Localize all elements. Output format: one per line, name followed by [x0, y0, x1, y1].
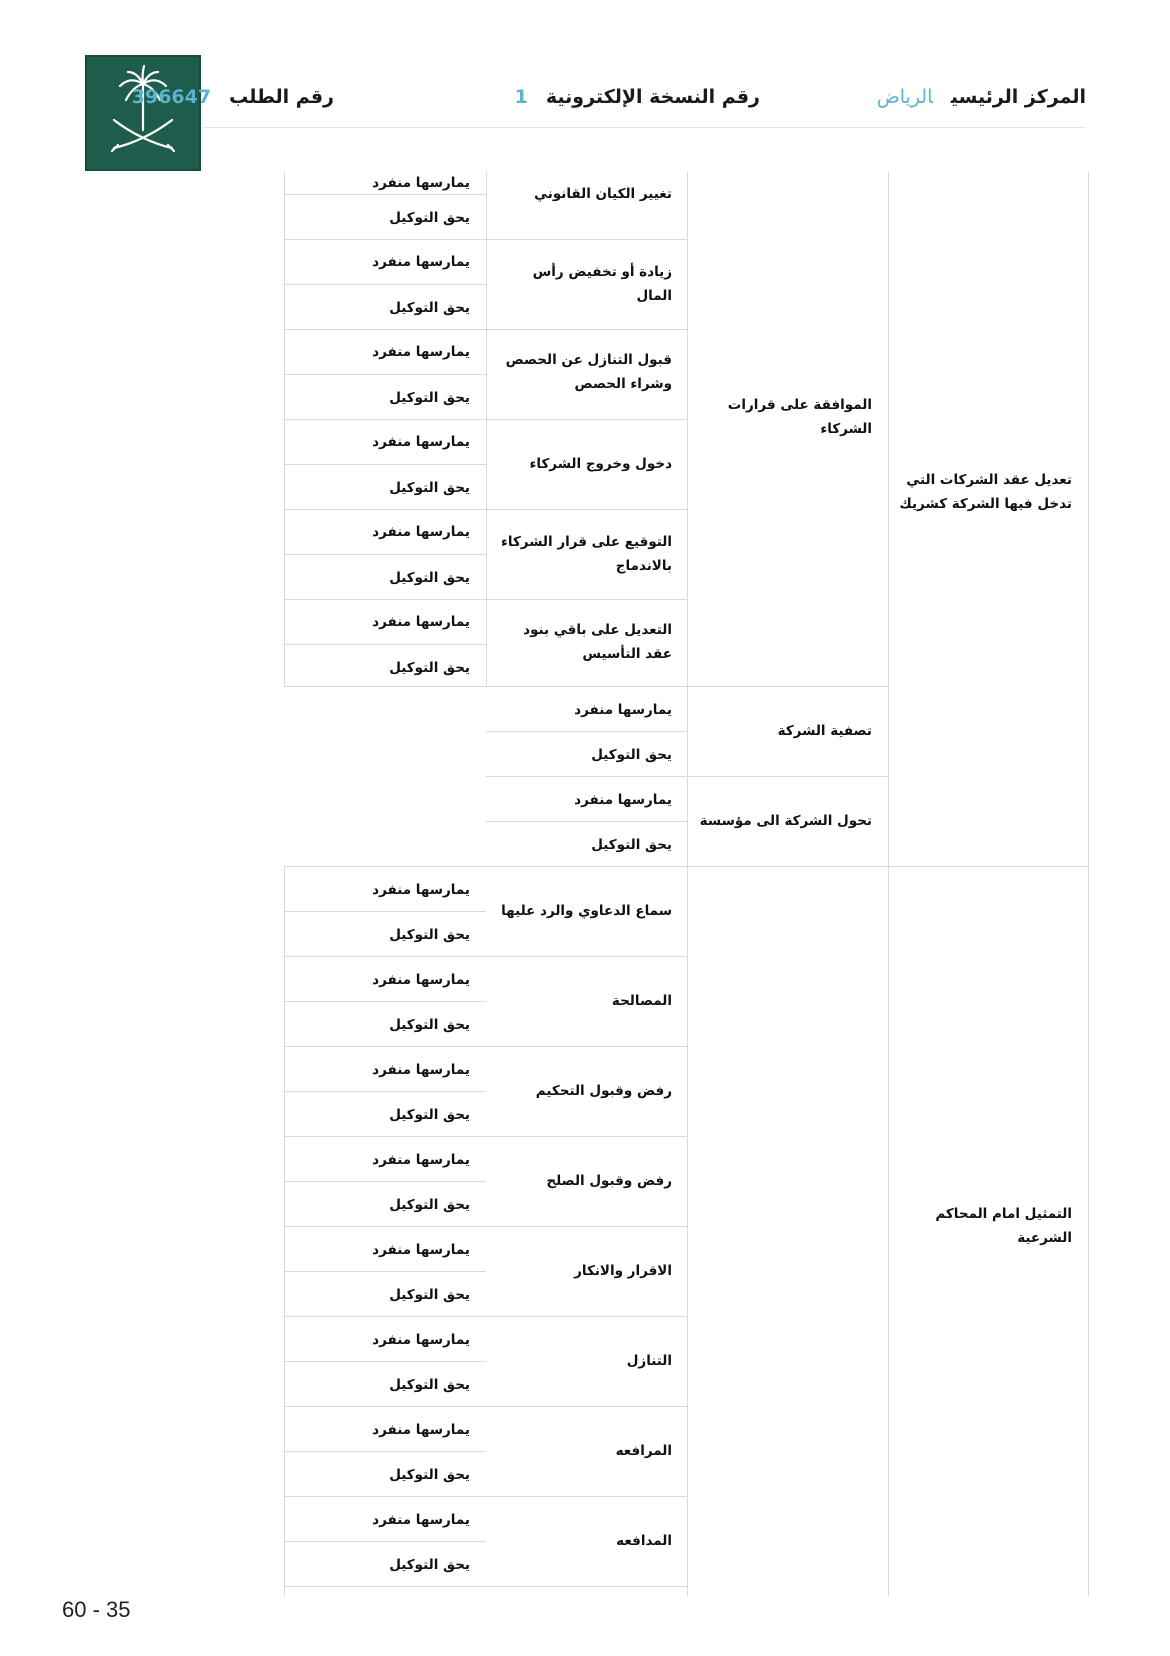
- grid-line: [284, 329, 687, 330]
- item-name: المدافعه: [616, 1533, 672, 1549]
- grid-line: [284, 1091, 486, 1092]
- copy-number-value: 1: [514, 86, 528, 108]
- grid-line: [284, 599, 687, 600]
- grid-line: [284, 1046, 687, 1047]
- grid-line: [284, 1451, 486, 1452]
- item-name: التعديل على باقي بنود عقد التأسيس: [523, 622, 672, 662]
- grid-line: [284, 1226, 687, 1227]
- grid-line: [486, 731, 687, 732]
- page-number: 60 - 35: [62, 1597, 131, 1622]
- group-title: التمثيل امام المحاكم الشرعية: [935, 1206, 1072, 1246]
- center-field: [877, 86, 1086, 108]
- request-number-value: 396647: [131, 86, 212, 108]
- grid-line: [486, 776, 888, 777]
- option-delegation: يحق التوكيل: [389, 1287, 470, 1303]
- item-name: رفض وقبول الصلح: [546, 1173, 672, 1189]
- grid-line: [284, 866, 285, 1596]
- option-delegation: يحق التوكيل: [591, 837, 672, 853]
- option-exclusive: يمارسها منفرد: [372, 1332, 470, 1348]
- center-value: الرياض: [876, 86, 933, 108]
- grid-line: [284, 1001, 486, 1002]
- grid-line: [284, 419, 687, 420]
- option-delegation: يحق التوكيل: [389, 1377, 470, 1393]
- item-name: رفض وقبول التحكيم: [535, 1083, 672, 1099]
- grid-line: [284, 1316, 687, 1317]
- grid-line: [284, 1406, 687, 1407]
- option-exclusive: يمارسها منفرد: [372, 972, 470, 988]
- option-exclusive: يمارسها منفرد: [372, 882, 470, 898]
- option-delegation: يحق التوكيل: [389, 1557, 470, 1573]
- grid-line: [284, 554, 486, 555]
- grid-line: [284, 866, 1089, 867]
- option-exclusive: يمارسها منفرد: [372, 524, 470, 540]
- grid-line: [284, 284, 486, 285]
- grid-line: [284, 239, 687, 240]
- center-label: المركز الرئيسي: [950, 86, 1086, 108]
- subgroup-title: الموافقة على قرارات الشركاء: [727, 397, 872, 437]
- grid-line: [284, 509, 687, 510]
- grid-line: [284, 911, 486, 912]
- option-delegation: يحق التوكيل: [389, 1197, 470, 1213]
- item-name: زيادة أو تخفيض رأس المال: [532, 264, 672, 304]
- item-name: الاقرار والانكار: [574, 1263, 672, 1279]
- subgroup-title: تصفية الشركة: [777, 723, 872, 739]
- header-divider: [202, 127, 1086, 128]
- option-exclusive: يمارسها منفرد: [372, 1422, 470, 1438]
- grid-line: [284, 1181, 486, 1182]
- grid-line: [284, 1136, 687, 1137]
- grid-line: [888, 172, 889, 1596]
- grid-line: [1088, 172, 1089, 1596]
- request-number-field: [132, 86, 334, 108]
- grid-line: [486, 172, 487, 686]
- option-delegation: يحق التوكيل: [389, 1107, 470, 1123]
- grid-line: [284, 1586, 687, 1587]
- option-delegation: يحق التوكيل: [389, 1017, 470, 1033]
- option-exclusive: يمارسها منفرد: [372, 434, 470, 450]
- item-name: تغيير الكيان القانوني: [534, 186, 672, 202]
- grid-line: [284, 1496, 687, 1497]
- option-exclusive: يمارسها منفرد: [574, 792, 672, 808]
- item-name: سماع الدعاوي والرد عليها: [501, 903, 672, 919]
- option-exclusive: يمارسها منفرد: [372, 1152, 470, 1168]
- request-number-label: رقم الطلب: [229, 86, 334, 108]
- option-exclusive: يمارسها منفرد: [574, 702, 672, 718]
- option-delegation: يحق التوكيل: [389, 927, 470, 943]
- option-delegation: يحق التوكيل: [389, 660, 470, 676]
- option-delegation: يحق التوكيل: [591, 747, 672, 763]
- item-name: دخول وخروج الشركاء: [529, 456, 672, 472]
- option-exclusive: يمارسها منفرد: [372, 614, 470, 630]
- option-exclusive: يمارسها منفرد: [372, 175, 470, 191]
- item-name: المصالحة: [611, 993, 672, 1009]
- option-delegation: يحق التوكيل: [389, 300, 470, 316]
- option-exclusive: يمارسها منفرد: [372, 1512, 470, 1528]
- option-delegation: يحق التوكيل: [389, 210, 470, 226]
- item-name: المرافعه: [615, 1443, 672, 1459]
- option-exclusive: يمارسها منفرد: [372, 344, 470, 360]
- grid-line: [284, 644, 486, 645]
- grid-line: [284, 374, 486, 375]
- item-name: التوقيع على قرار الشركاء بالاندماج: [500, 534, 672, 574]
- group-title: تعديل عقد الشركات التي تدخل فيها الشركة كشريك: [899, 472, 1072, 512]
- option-delegation: يحق التوكيل: [389, 390, 470, 406]
- grid-line: [284, 956, 687, 957]
- option-delegation: يحق التوكيل: [389, 480, 470, 496]
- grid-line: [284, 1271, 486, 1272]
- grid-line: [284, 1361, 486, 1362]
- option-exclusive: يمارسها منفرد: [372, 1242, 470, 1258]
- subgroup-title: تحول الشركة الى مؤسسة: [699, 813, 872, 829]
- copy-number-label: رقم النسخة الإلكترونية: [545, 86, 760, 108]
- grid-line: [284, 464, 486, 465]
- grid-line: [687, 172, 688, 1596]
- option-exclusive: يمارسها منفرد: [372, 254, 470, 270]
- grid-line: [284, 172, 285, 686]
- option-delegation: يحق التوكيل: [389, 570, 470, 586]
- item-name: قبول التنازل عن الحصص وشراء الحصص: [505, 352, 672, 392]
- grid-line: [284, 1541, 486, 1542]
- grid-line: [486, 821, 687, 822]
- option-exclusive: يمارسها منفرد: [372, 1062, 470, 1078]
- item-name: التنازل: [626, 1353, 672, 1369]
- saudi-emblem-icon: [84, 54, 202, 172]
- copy-number-field: [515, 86, 760, 108]
- powers-table: [284, 172, 1089, 1596]
- option-delegation: يحق التوكيل: [389, 1467, 470, 1483]
